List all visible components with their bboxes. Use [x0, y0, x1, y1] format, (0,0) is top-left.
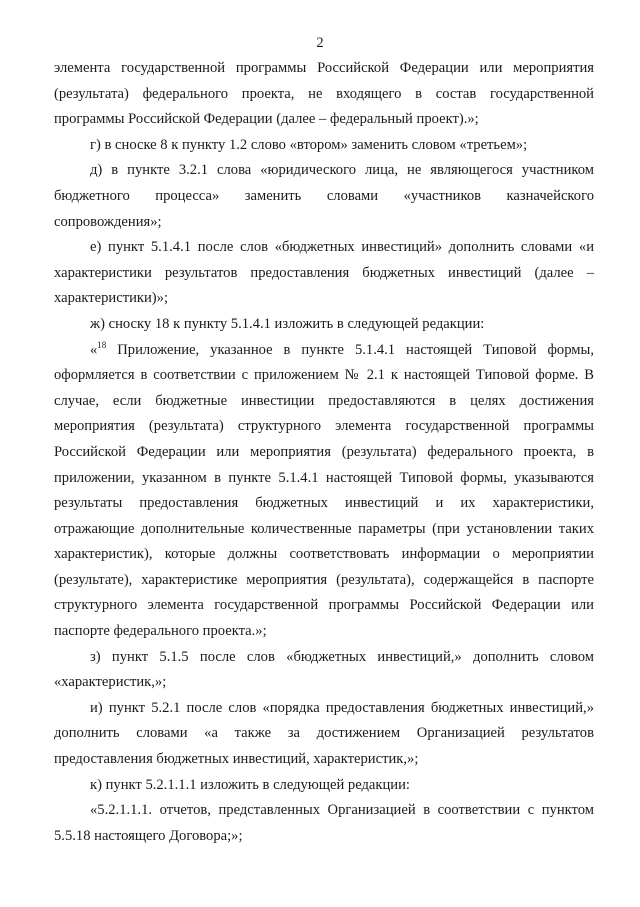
paragraph-item-d: д) в пункте 3.2.1 слова «юридического лица, не являющегося участником бюджетного процесса» заменить словами «участников казначейского сопровождения»;	[54, 162, 594, 230]
paragraph-item-k: к) пункт 5.2.1.1.1 изложить в следующей редакции:	[90, 776, 410, 793]
paragraph-item-i: и) пункт 5.2.1 после слов «порядка предоставления бюджетных инвестиций,» дополнить словами «а также за достижением Организацией результатов предоставления бюджетных инвестиций, характеристик,»;	[54, 699, 594, 768]
paragraph-item-z: з) пункт 5.1.5 после слов «бюджетных инвестиций,» дополнить словом «характеристик,»;	[54, 648, 594, 691]
paragraph-item-g: г) в сноске 8 к пункту 1.2 слово «втором» заменить словом «третьем»;	[90, 136, 528, 153]
footnote-text: Приложение, указанное в пункте 5.1.4.1 настоящей Типовой формы, оформляется в соответствии с приложением № 2.1 к настоящей Типовой форме. В случае, если бюджетные инвестиции предоставляются в целях достижения мероприятия (результата) структурного элемента государственной программы Российской Федерации или мероприятия (результата) федерального проекта, в приложении, указанном в пункте 5.1.4.1 настоящей Типовой формы, указываются результаты предоставления бюджетных инвестиций и их характеристики, отражающие дополнительные количественные параметры (при установлении таких характеристик), которые должны соответствовать информации о мероприятии (результате), характеристике мероприятия (результата), содержащейся в паспорте структурного элемента государственной программы Российской Федерации или паспорте федерального проекта.»;	[54, 341, 594, 640]
quote-open: «	[90, 341, 98, 358]
page-number: 2	[316, 35, 324, 51]
paragraph-item-zh: ж) сноску 18 к пункту 5.1.4.1 изложить в следующей редакции:	[90, 315, 485, 332]
footnote-marker: 18	[97, 339, 107, 350]
paragraph-item-e: е) пункт 5.1.4.1 после слов «бюджетных инвестиций» дополнить словами «и характеристики результатов предоставления бюджетных инвестиций (далее – характеристики)»;	[54, 239, 594, 307]
paragraph-continuation: элемента государственной программы Российской Федерации или мероприятия (результата) федерального проекта, не входящего в состав государственной программы Российской Федерации (далее – федеральный проект).»;	[54, 60, 594, 128]
paragraph-quote-5-2-1-1-1: «5.2.1.1.1. отчетов, представленных Организацией в соответствии с пунктом 5.5.18 настоящего Договора;»;	[54, 802, 594, 844]
document-body	[54, 56, 594, 849]
footnote-18-quote	[54, 338, 594, 645]
